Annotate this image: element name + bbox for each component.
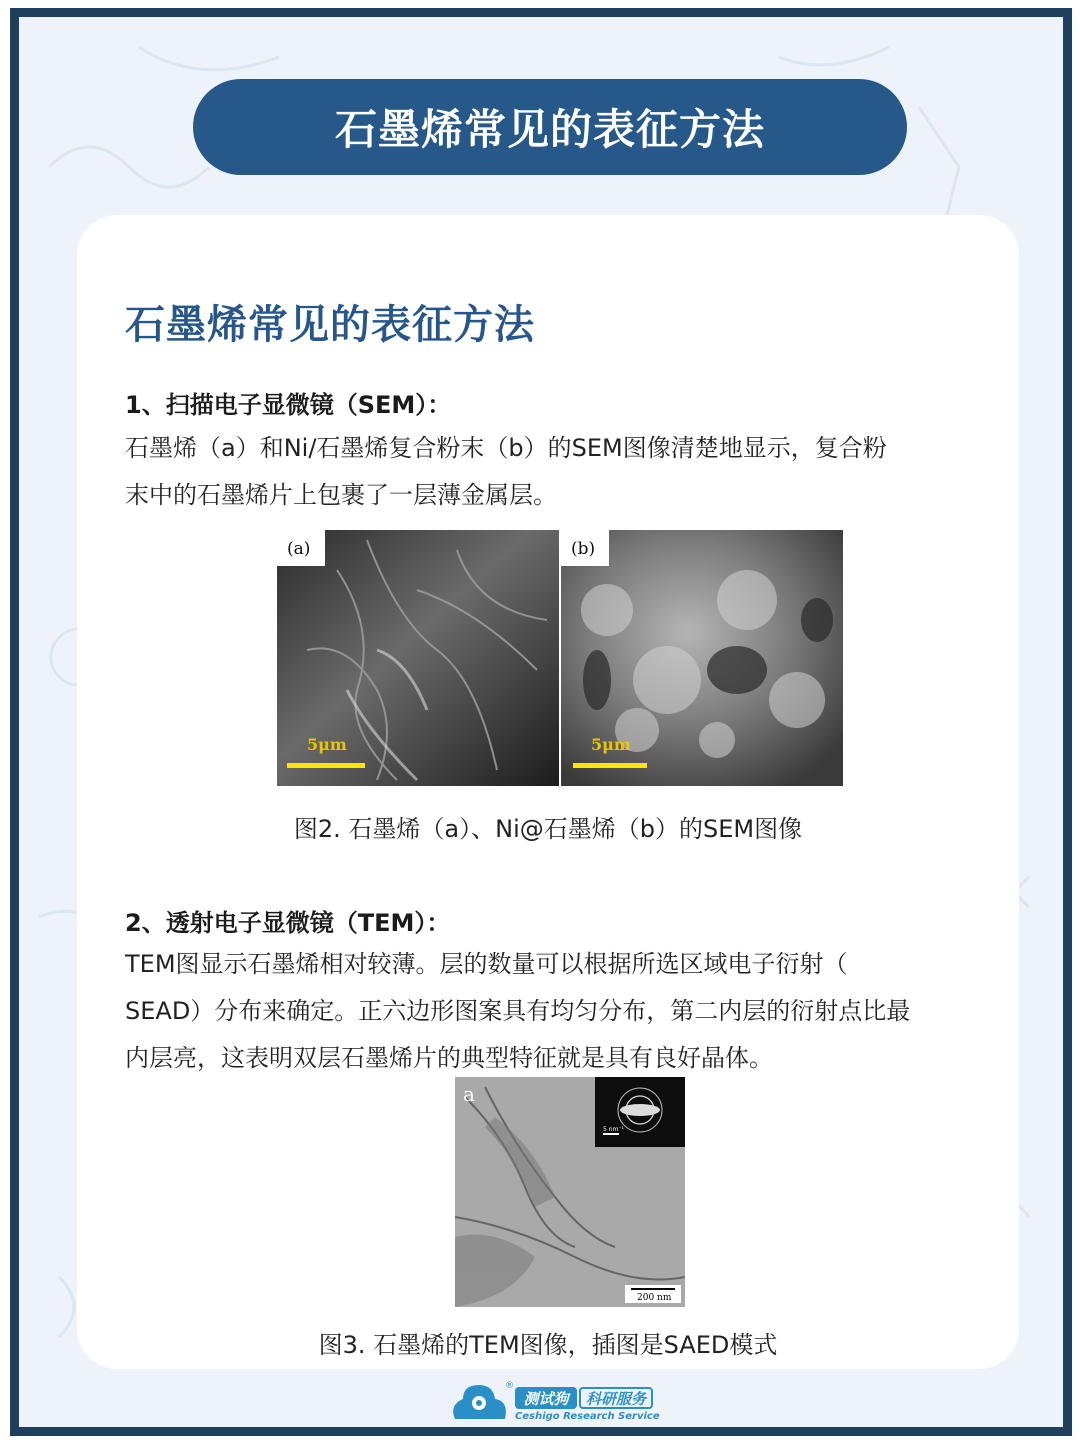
section-heading-tem: 2、透射电子显微镜（TEM）： (125, 909, 451, 937)
section-text-sem (125, 425, 985, 519)
tem-scale: 200 nm (637, 1293, 672, 1303)
tem-figure (455, 1077, 685, 1307)
section-heading-sem: 1、扫描电子显微镜（SEM）： (125, 391, 452, 419)
sem-scale-b: 5μm (591, 735, 631, 754)
sem-panel-a-label: (a) (287, 539, 311, 559)
text-line: TEM图显示石墨烯相对较薄。层的数量可以根据所选区域电子衍射（ (125, 950, 848, 978)
registered-mark: ® (505, 1381, 514, 1391)
page-frame (10, 8, 1072, 1436)
text-line: 末中的石墨烯片上包裹了一层薄金属层。 (125, 481, 557, 509)
card-title: 石墨烯常见的表征方法 (125, 302, 535, 348)
footer-logo (449, 1379, 669, 1427)
tem-scalebar (631, 1288, 675, 1290)
content-card (77, 215, 1019, 1369)
header-banner (193, 79, 907, 175)
sem-figure (277, 530, 843, 786)
brand-english: Ceshigo Research Service (515, 1411, 660, 1422)
sem-scalebar-b (573, 763, 647, 768)
sem-scalebar-a (287, 763, 365, 768)
header-title: 石墨烯常见的表征方法 (334, 105, 765, 154)
brand-name: 测试狗 (515, 1387, 577, 1409)
sem-scale-a: 5μm (307, 735, 347, 754)
sem-panel-b-label: (b) (571, 539, 596, 559)
saed-scale: 5 nm⁻¹ (603, 1126, 624, 1133)
tem-panel-label: a (463, 1082, 475, 1106)
section-text-tem (125, 941, 985, 1082)
figure-caption-tem: 图3. 石墨烯的TEM图像，插图是SAED模式 (318, 1331, 778, 1359)
figure-caption-sem: 图2. 石墨烯（a）、Ni@石墨烯（b）的SEM图像 (293, 815, 803, 843)
text-line: SEAD）分布来确定。正六边形图案具有均匀分布，第二内层的衍射点比最 (125, 997, 911, 1025)
service-name: 科研服务 (579, 1387, 653, 1409)
text-line: 石墨烯（a）和Ni/石墨烯复合粉末（b）的SEM图像清楚地显示，复合粉 (125, 434, 887, 462)
text-line: 内层亮，这表明双层石墨烯片的典型特征就是具有良好晶体。 (125, 1044, 773, 1072)
ceshigo-logo-icon (449, 1379, 511, 1425)
